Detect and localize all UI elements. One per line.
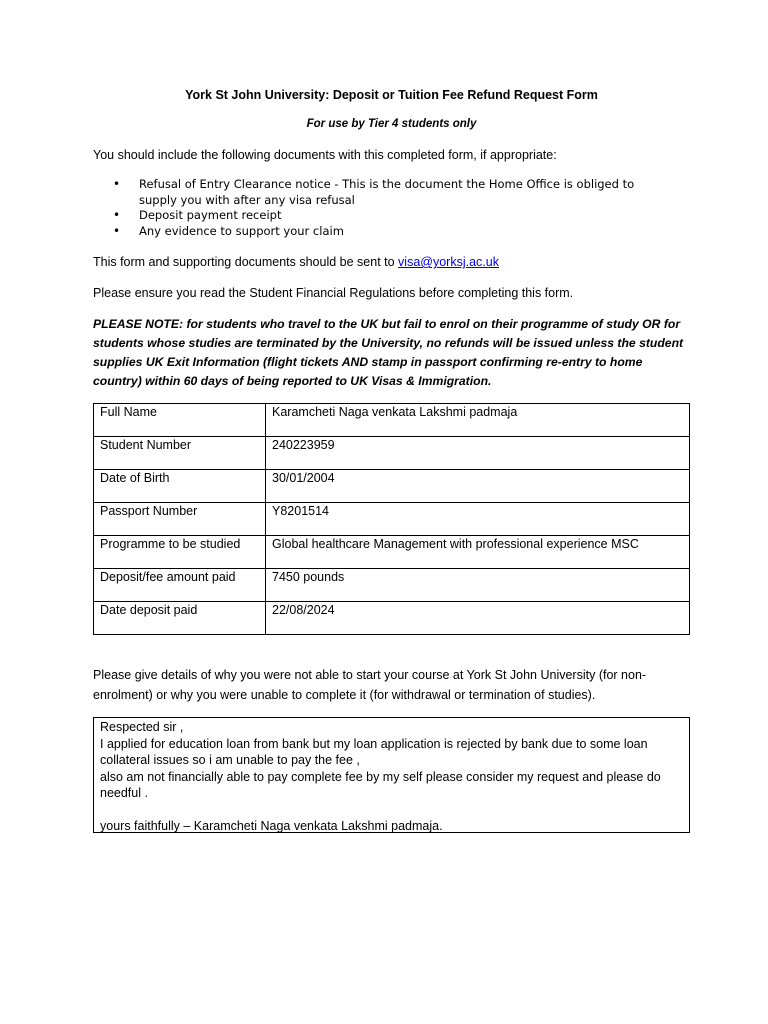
- table-row: [94, 602, 690, 635]
- reason-line: yours faithfully – Karamcheti Naga venkata Lakshmi padmaja.: [100, 819, 443, 833]
- field-label: Date deposit paid: [94, 602, 266, 635]
- list-item: [113, 208, 673, 224]
- form-title: York St John University: Deposit or Tuition Fee Refund Request Form: [185, 88, 598, 102]
- intro-text: You should include the following documents with this completed form, if appropriate:: [93, 148, 557, 162]
- reason-line: also am not financially able to pay complete fee by my self please consider my request and please do needful .: [100, 769, 661, 800]
- list-item-text: Deposit payment receipt: [139, 208, 282, 222]
- field-value[interactable]: 22/08/2024: [266, 602, 690, 635]
- bullet-icon: •: [113, 177, 121, 191]
- reason-line: [100, 802, 683, 819]
- field-label: Full Name: [94, 404, 266, 437]
- table-row: [94, 437, 690, 470]
- email-link[interactable]: visa@yorksj.ac.uk: [398, 255, 499, 269]
- reason-prompt: Please give details of why you were not able to start your course at York St John University (for non-enrolment) or why you were unable to complete it (for withdrawal or termination of studies).: [93, 668, 647, 702]
- documents-list: [113, 177, 673, 239]
- table-row: [94, 404, 690, 437]
- field-label: Student Number: [94, 437, 266, 470]
- list-item: [113, 177, 673, 208]
- important-note: PLEASE NOTE: for students who travel to the UK but fail to enrol on their programme of study OR for students whose studies are terminated by the University, no refunds will be issued unless the student supplies UK Exit Information (flight tickets AND stamp in passport confirming re-entry to home country) within 60 days of being reported to UK Visas & Immigration.: [93, 317, 684, 388]
- list-item: [113, 224, 673, 240]
- field-value[interactable]: Y8201514: [266, 503, 690, 536]
- field-value[interactable]: 7450 pounds: [266, 569, 690, 602]
- field-label: Programme to be studied: [94, 536, 266, 569]
- form-subtitle: For use by Tier 4 students only: [306, 118, 477, 130]
- list-item-text: Any evidence to support your claim: [139, 223, 344, 238]
- reason-box[interactable]: [93, 717, 690, 833]
- table-row: [94, 503, 690, 536]
- send-instructions: [93, 254, 499, 271]
- list-item-text: Refusal of Entry Clearance notice - This is the document the Home Office is obliged to supply you with after any visa refusal: [139, 177, 635, 207]
- field-value[interactable]: 30/01/2004: [266, 470, 690, 503]
- bullet-icon: •: [113, 223, 121, 238]
- bullet-icon: •: [113, 208, 121, 222]
- regulations-notice: Please ensure you read the Student Financial Regulations before completing this form.: [93, 286, 574, 300]
- student-details-table: [93, 403, 690, 635]
- field-value[interactable]: 240223959: [266, 437, 690, 470]
- table-row: [94, 536, 690, 569]
- field-value[interactable]: Global healthcare Management with professional experience MSC: [266, 536, 690, 569]
- send-text: This form and supporting documents should be sent to: [93, 255, 399, 269]
- field-label: Deposit/fee amount paid: [94, 569, 266, 602]
- reason-line: Respected sir ,: [100, 720, 184, 734]
- field-label: Date of Birth: [94, 470, 266, 503]
- table-row: [94, 470, 690, 503]
- field-value[interactable]: Karamcheti Naga venkata Lakshmi padmaja: [266, 404, 690, 437]
- reason-line: I applied for education loan from bank but my loan application is rejected by bank due to some loan collateral issues so i am unable to pay the fee ,: [100, 736, 648, 767]
- table-row: [94, 569, 690, 602]
- field-label: Passport Number: [94, 503, 266, 536]
